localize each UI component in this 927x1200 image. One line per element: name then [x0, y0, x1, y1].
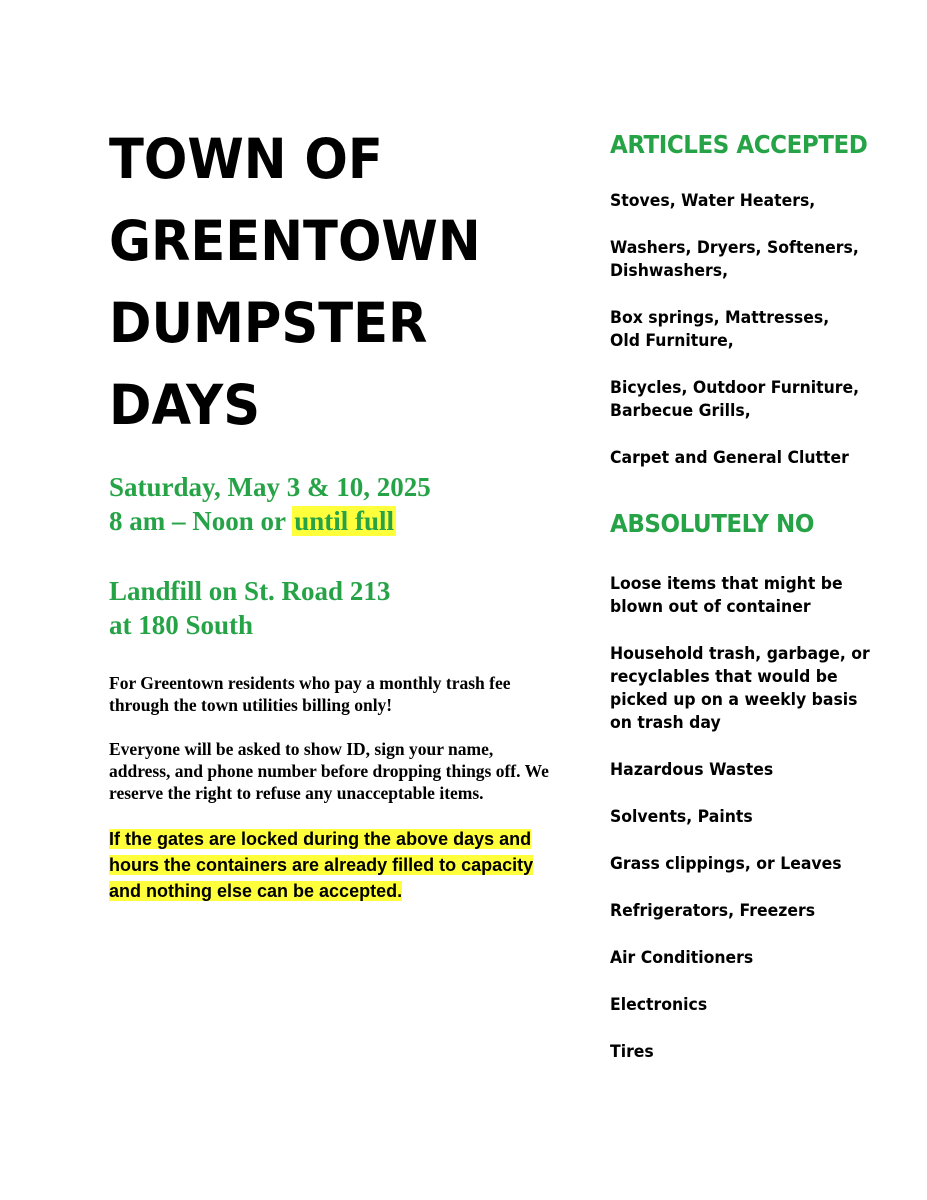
title-line: TOWN OF	[109, 127, 383, 191]
prohibited-item: Loose items that might be blown out of container	[610, 574, 843, 616]
title-line: DAYS	[109, 373, 261, 437]
event-dates	[109, 470, 554, 538]
prohibited-item: Tires	[610, 1042, 654, 1061]
accepted-item: Stoves, Water Heaters,	[610, 191, 816, 210]
id-notice: Everyone will be asked to show ID, sign your name, address, and phone number before dropping things off. We reserve the right to refuse any unacceptable items.	[109, 739, 549, 803]
prohibited-item: Solvents, Paints	[610, 807, 753, 826]
flyer-title	[109, 118, 523, 446]
prohibited-item: Refrigerators, Freezers	[610, 901, 816, 920]
time-line	[109, 504, 554, 538]
prohibited-section	[610, 509, 910, 1063]
location-line-1: Landfill on St. Road 213	[109, 576, 391, 606]
accepted-heading: ARTICLES ACCEPTED	[610, 130, 868, 159]
prohibited-heading: ABSOLUTELY NO	[610, 509, 814, 538]
accepted-item: Box springs, Mattresses, Old Furniture,	[610, 308, 830, 350]
prohibited-item: Hazardous Wastes	[610, 760, 774, 779]
warning-text: If the gates are locked during the above days and hours the containers are already filled to capacity and nothing else can be accepted.	[109, 829, 534, 901]
prohibited-item: Grass clippings, or Leaves	[610, 854, 842, 873]
accepted-section	[610, 130, 910, 469]
date-line: Saturday, May 3 & 10, 2025	[109, 472, 431, 502]
right-column	[610, 130, 910, 1063]
time-text: 8 am – Noon or	[109, 506, 293, 536]
residents-notice: For Greentown residents who pay a monthly trash fee through the town utilities billing only!	[109, 673, 511, 715]
prohibited-item: Air Conditioners	[610, 948, 754, 967]
gates-locked-warning	[109, 826, 554, 904]
location-line-2: at 180 South	[109, 610, 254, 640]
until-full-highlight: until full	[294, 506, 395, 536]
title-line: DUMPSTER	[109, 291, 428, 355]
event-location	[109, 574, 554, 642]
left-column	[109, 118, 554, 922]
prohibited-item: Household trash, garbage, or recyclables that would be picked up on a weekly basis on trash day	[610, 644, 870, 732]
prohibited-item: Electronics	[610, 995, 708, 1014]
accepted-item: Carpet and General Clutter	[610, 448, 849, 467]
accepted-item: Washers, Dryers, Softeners, Dishwashers,	[610, 238, 859, 280]
title-line: GREENTOWN	[109, 209, 481, 273]
accepted-item: Bicycles, Outdoor Furniture, Barbecue Grills,	[610, 378, 860, 420]
